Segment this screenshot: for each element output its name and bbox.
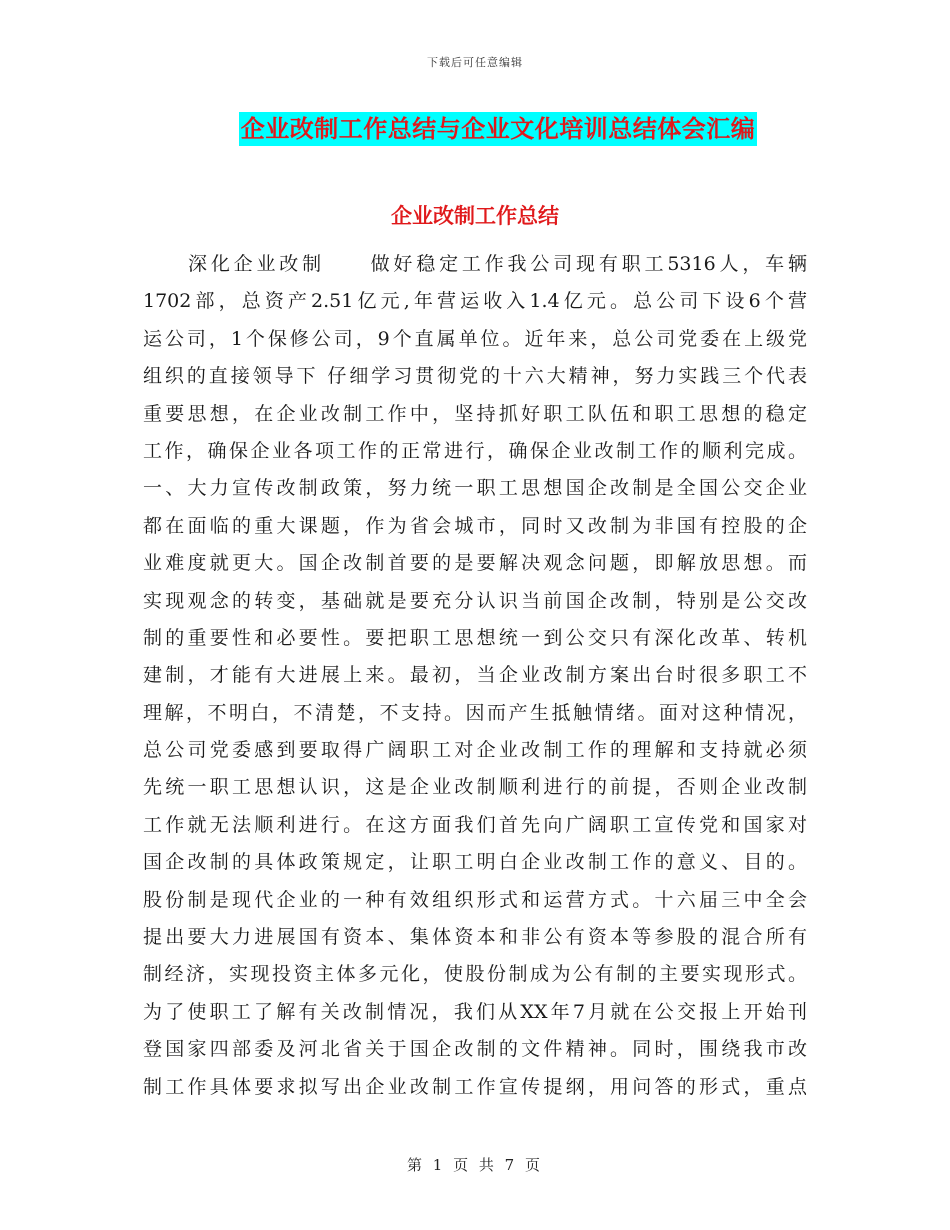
body-line: 总公司党委感到要取得广阔职工对企业改制工作的理解和支持就必须: [143, 739, 807, 762]
body-line: 工作就无法顺利进行。在这方面我们首先向广阔职工宣传党和国家对: [143, 813, 807, 836]
body-text: [143, 246, 807, 1106]
body-line: 业难度就更大。国企改制首要的是要解决观念问题，即解放思想。而: [143, 552, 807, 575]
body-line: 组织的直接领导下 仔细学习贯彻党的十六大精神，努力实践三个代表: [143, 365, 807, 388]
body-line: 理解，不明白，不清楚，不支持。因而产生抵触情绪。面对这种情况，: [143, 701, 807, 724]
body-line: 先统一职工思想认识，这是企业改制顺利进行的前提，否则企业改制: [143, 776, 807, 799]
document-title: 企业改制工作总结与企业文化培训总结体会汇编: [239, 112, 758, 146]
body-line: 制工作具体要求拟写出企业改制工作宣传提纲，用问答的形式，重点: [143, 1075, 807, 1098]
body-line: 股份制是现代企业的一种有效组织形式和运营方式。十六届三中全会: [143, 888, 807, 911]
body-line: 一、大力宣传改制政策，努力统一职工思想国企改制是全国公交企业: [143, 477, 807, 500]
body-line: 工作，确保企业各项工作的正常进行，确保企业改制工作的顺利完成。: [143, 439, 807, 462]
body-line: 重要思想，在企业改制工作中，坚持抓好职工队伍和职工思想的稳定: [143, 402, 807, 425]
body-line: 提出要大力进展国有资本、集体资本和非公有资本等参股的混合所有: [143, 926, 807, 949]
body-line: 实现观念的转变，基础就是要充分认识当前国企改制，特别是公交改: [143, 589, 807, 612]
page-footer: 第 1 页 共 7 页: [407, 1156, 543, 1174]
body-line: 为了使职工了解有关改制情况，我们从XX年7月就在公交报上开始刊: [143, 1000, 807, 1023]
body-line: 制的重要性和必要性。要把职工思想统一到公交只有深化改革、转机: [143, 626, 807, 649]
body-line: 制经济，实现投资主体多元化，使股份制成为公有制的主要实现形式。: [143, 963, 807, 986]
section-title: 企业改制工作总结: [391, 204, 559, 228]
body-line: 1702部，总资产2.51亿元,年营运收入1.4亿元。总公司下设6个营: [143, 290, 807, 313]
header-note: 下载后可任意编辑: [427, 56, 523, 69]
body-line: 国企改制的具体政策规定，让职工明白企业改制工作的意义、目的。: [143, 851, 807, 874]
body-line: 登国家四部委及河北省关于国企改制的文件精神。同时，围绕我市改: [143, 1038, 807, 1061]
body-line: 运公司，1个保修公司，9个直属单位。近年来，总公司党委在上级党: [143, 327, 807, 350]
body-line: 都在面临的重大课题，作为省会城市，同时又改制为非国有控股的企: [143, 514, 807, 537]
body-line: 深化企业改制 做好稳定工作我公司现有职工5316人，车辆: [188, 253, 807, 275]
body-line: 建制，才能有大进展上来。最初，当企业改制方案出台时很多职工不: [143, 664, 807, 687]
document-title-wrap: [0, 112, 950, 146]
